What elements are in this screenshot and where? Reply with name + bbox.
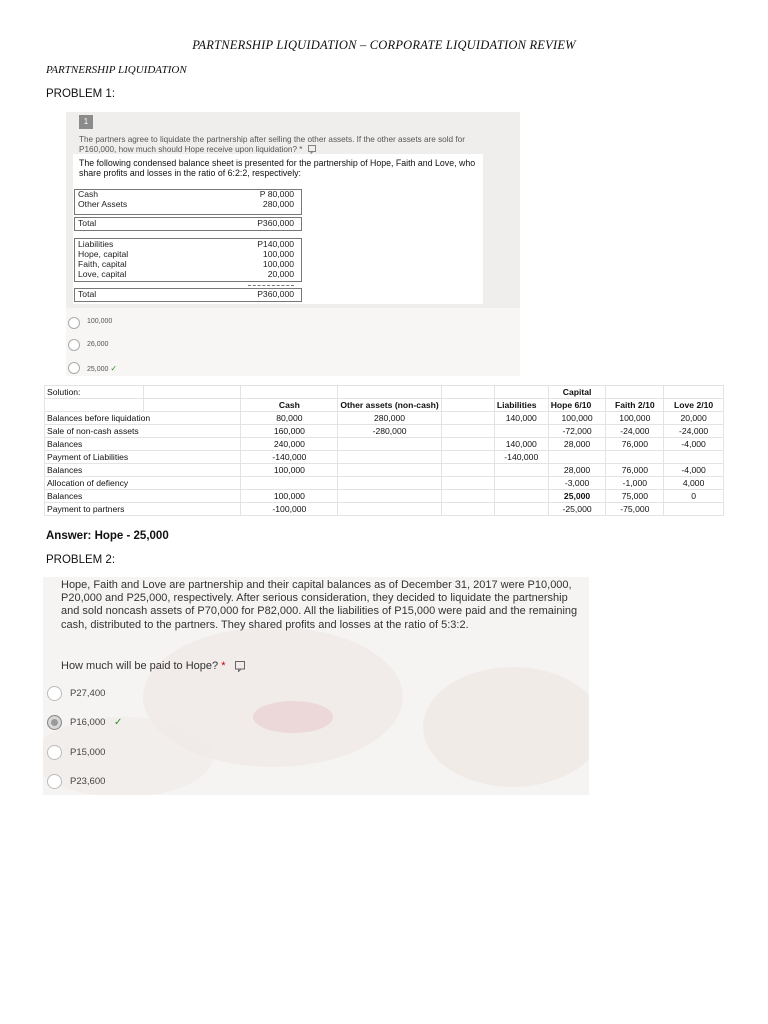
problem1-question-text: The partners agree to liquidate the partnership after selling the other assets. If the other assets are sold for P160,000, how much should Hope receive upon liquidation? * xyxy=(79,135,465,154)
option-label-selected xyxy=(70,717,122,728)
cell-other-assets xyxy=(338,438,441,451)
cell-love: 0 xyxy=(664,490,724,503)
bs-hope-value: 100,000 xyxy=(262,249,294,259)
cell-faith: 76,000 xyxy=(606,438,664,451)
problem2-question xyxy=(61,660,247,672)
row-label: Balances xyxy=(45,438,241,451)
table-row xyxy=(45,438,724,451)
balance-sheet-intro: The following condensed balance sheet is presented for the partnership of Hope, Faith and Love, who share profits and losses in the ratio of 6:2:2, respectively: xyxy=(79,158,476,178)
row-label: Balances before liquidation xyxy=(45,412,241,425)
problem2-heading: PROBLEM 2: xyxy=(46,554,116,566)
option-label: P23,600 xyxy=(70,776,106,787)
cell-other-assets xyxy=(338,451,441,464)
check-icon: ✓ xyxy=(110,364,118,373)
cell-faith: 100,000 xyxy=(606,412,664,425)
cell-hope: -3,000 xyxy=(548,477,606,490)
bs-other-assets-value: 280,000 xyxy=(262,199,294,209)
bs-total-assets-value: P360,000 xyxy=(257,218,294,228)
bs-total-le-value: P360,000 xyxy=(257,289,294,299)
col-header: Cash xyxy=(241,399,338,412)
cell-faith: -75,000 xyxy=(606,503,664,516)
cell-other-assets: -280,000 xyxy=(338,425,441,438)
problem2-text: Hope, Faith and Love are partnership and their capital balances as of December 31, 2017 were P10,000, P20,000 and P25,000, respectively. After serious consideration, they decided to liquidate the partnership and sold noncash assets of P70,000 for P82,000. All the liabilities of P15,000 were paid and the remaining cash, distributed to the partners. They shared profits and losses at the ratio of 5:3:2. xyxy=(61,579,578,631)
solution-label: Solution: xyxy=(45,386,144,399)
table-row xyxy=(45,412,724,425)
cell-love xyxy=(664,503,724,516)
cell-faith xyxy=(606,451,664,464)
cell-hope: 28,000 xyxy=(548,464,606,477)
option-radio[interactable] xyxy=(68,339,80,351)
bs-other-assets-label: Other Assets xyxy=(78,199,128,209)
row-label: Balances xyxy=(45,464,241,477)
bs-love-value: 20,000 xyxy=(267,269,294,279)
cell-love: 4,000 xyxy=(664,477,724,490)
cell-faith: 76,000 xyxy=(606,464,664,477)
col-header: Faith 2/10 xyxy=(606,399,664,412)
option-text: 25,000 xyxy=(87,366,109,373)
option-radio[interactable] xyxy=(47,686,62,701)
bs-hope-label: Hope, capital xyxy=(78,249,129,259)
cell-love xyxy=(664,451,724,464)
translate-icon[interactable] xyxy=(235,661,247,672)
cell-other-assets xyxy=(338,477,441,490)
bs-total-assets-label: Total xyxy=(78,218,97,228)
translate-icon[interactable] xyxy=(308,145,318,154)
cell-cash: 240,000 xyxy=(241,438,338,451)
cell-love: 20,000 xyxy=(664,412,724,425)
problem1-heading: PROBLEM 1: xyxy=(46,88,116,100)
option-label: P15,000 xyxy=(70,747,106,758)
option-radio[interactable] xyxy=(47,774,62,789)
cell-other-assets xyxy=(338,464,441,477)
col-header: Other assets (non-cash) xyxy=(338,399,441,412)
option-radio[interactable] xyxy=(47,745,62,760)
check-icon: ✓ xyxy=(114,717,123,728)
cell-love: -24,000 xyxy=(664,425,724,438)
cell-love: -4,000 xyxy=(664,438,724,451)
cell-hope: 28,000 xyxy=(548,438,606,451)
option-label: P27,400 xyxy=(70,688,106,699)
cell-hope: 25,000 xyxy=(548,490,606,503)
table-row xyxy=(45,503,724,516)
cell-liabilities xyxy=(494,490,548,503)
cell-cash: -100,000 xyxy=(241,503,338,516)
problem2-question-text: How much will be paid to Hope? xyxy=(61,660,219,672)
col-header: Love 2/10 xyxy=(664,399,724,412)
cell-other-assets: 280,000 xyxy=(338,412,441,425)
cell-liabilities xyxy=(494,464,548,477)
cell-faith: -24,000 xyxy=(606,425,664,438)
table-row xyxy=(45,451,724,464)
bs-total-le-label: Total xyxy=(78,289,97,299)
option-radio-selected[interactable] xyxy=(47,715,62,730)
row-label: Sale of non-cash assets xyxy=(45,425,241,438)
cell-hope: -72,000 xyxy=(548,425,606,438)
cell-cash: 100,000 xyxy=(241,464,338,477)
cell-liabilities: -140,000 xyxy=(494,451,548,464)
row-label: Balances xyxy=(45,490,241,503)
cell-other-assets xyxy=(338,503,441,516)
table-header-row xyxy=(45,399,724,412)
table-row xyxy=(45,477,724,490)
bs-faith-label: Faith, capital xyxy=(78,259,127,269)
bs-liabilities-label: Liabilities xyxy=(78,239,114,249)
option-label: 26,000 xyxy=(87,341,109,348)
problem1-question xyxy=(79,135,499,155)
cell-cash: -140,000 xyxy=(241,451,338,464)
option-radio-correct[interactable] xyxy=(68,362,80,374)
answer-text: Answer: Hope - 25,000 xyxy=(46,530,169,542)
row-label: Payment of Liabilities xyxy=(45,451,241,464)
document-title: PARTNERSHIP LIQUIDATION – CORPORATE LIQUIDATION REVIEW xyxy=(192,38,576,52)
cell-cash xyxy=(241,477,338,490)
cell-cash: 160,000 xyxy=(241,425,338,438)
cell-cash: 100,000 xyxy=(241,490,338,503)
cell-love: -4,000 xyxy=(664,464,724,477)
bs-liabilities-value: P140,000 xyxy=(257,239,294,249)
table-row xyxy=(45,490,724,503)
option-label: 100,000 xyxy=(87,318,113,325)
table-row xyxy=(45,425,724,438)
bs-love-label: Love, capital xyxy=(78,269,127,279)
cell-faith: 75,000 xyxy=(606,490,664,503)
cell-hope xyxy=(548,451,606,464)
col-header: Liabilities xyxy=(494,399,548,412)
section-subtitle: PARTNERSHIP LIQUIDATION xyxy=(46,64,187,76)
bs-faith-value: 100,000 xyxy=(262,259,294,269)
question-number-badge: 1 xyxy=(79,115,93,129)
row-label: Payment to partners xyxy=(45,503,241,516)
capital-header: Capital xyxy=(548,386,606,399)
cell-liabilities xyxy=(494,425,548,438)
cell-other-assets xyxy=(338,490,441,503)
cell-liabilities: 140,000 xyxy=(494,412,548,425)
divider xyxy=(248,214,294,215)
solution-table xyxy=(44,385,724,516)
cell-cash: 80,000 xyxy=(241,412,338,425)
bs-cash-label: Cash xyxy=(78,189,99,199)
cell-faith: -1,000 xyxy=(606,477,664,490)
table-row xyxy=(45,386,724,399)
divider xyxy=(248,285,294,286)
cell-liabilities: 140,000 xyxy=(494,438,548,451)
required-mark: * xyxy=(221,660,226,672)
option-text: P16,000 xyxy=(70,717,106,728)
row-label: Allocation of defiency xyxy=(45,477,241,490)
bs-cash-value: P 80,000 xyxy=(259,189,294,199)
cell-liabilities xyxy=(494,503,548,516)
option-radio[interactable] xyxy=(68,317,80,329)
cell-hope: -25,000 xyxy=(548,503,606,516)
option-label-correct xyxy=(87,364,117,373)
cell-hope: 100,000 xyxy=(548,412,606,425)
table-row xyxy=(45,464,724,477)
col-header: Hope 6/10 xyxy=(548,399,606,412)
cell-liabilities xyxy=(494,477,548,490)
